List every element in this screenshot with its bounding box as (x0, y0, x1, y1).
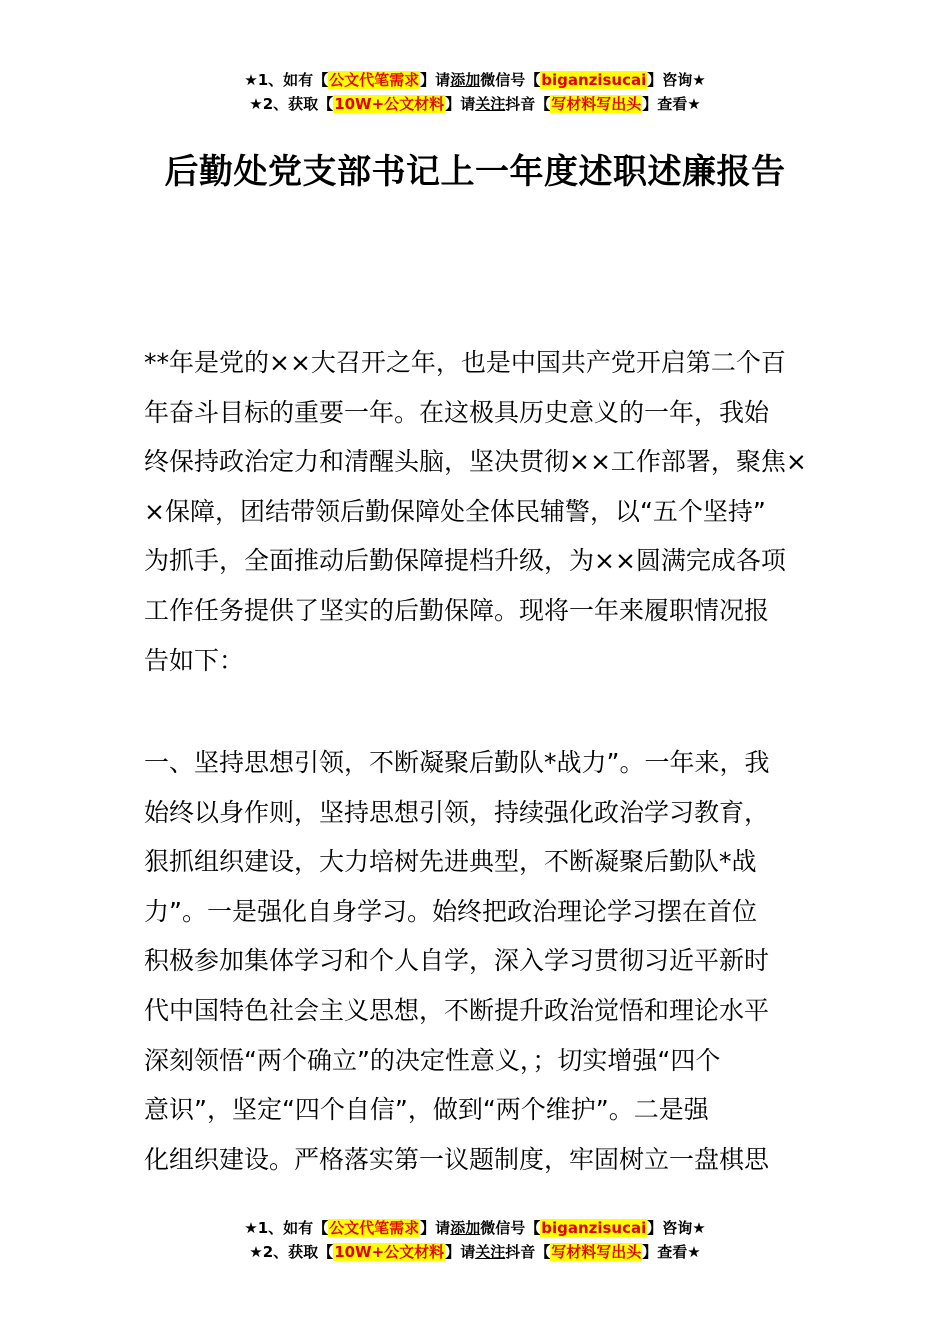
promo-text: 】查看★ (642, 1243, 701, 1261)
promo-douyin-id: 写材料写出头 (551, 1243, 642, 1261)
text-line: 化组织建设。严格落实第一议题制度，牢固树立一盘棋思 (144, 1144, 770, 1174)
document-title: 后勤处党支部书记上一年度述职述廉报告 (164, 152, 786, 192)
promo-line-2 (0, 1240, 950, 1264)
promo-highlight: 10W+公文材料 (334, 1243, 445, 1261)
promo-emphasis: 关注 (475, 95, 506, 113)
paragraph-1 (144, 338, 808, 685)
promo-emphasis: 添加 (450, 1219, 481, 1237)
promo-line-1 (0, 68, 950, 92)
promo-text: ★2、获取【 (249, 1243, 334, 1261)
text-line: 为抓手，全面推动后勤保障提档升级，为××圆满完成各项 (144, 546, 786, 576)
text-line: 告如下： (144, 645, 245, 675)
promo-text: 微信号【 (480, 1219, 541, 1237)
promo-highlight: 公文代笔需求 (329, 71, 420, 89)
text-line: 意识”，坚定“四个自信”，做到“两个维护”。二是强 (144, 1095, 709, 1125)
text-line: 工作任务提供了坚实的后勤保障。现将一年来履职情况报 (144, 595, 770, 625)
promo-line-1 (0, 1216, 950, 1240)
text-line: **年是党的××大召开之年，也是中国共产党开启第二个百 (144, 348, 786, 377)
promo-text: 】请 (420, 1219, 451, 1237)
promo-text: ★1、如有【 (244, 71, 329, 89)
promo-text: 】请 (445, 95, 476, 113)
text-line: ×保障，团结带领后勤保障处全体民辅警，以“五个坚持” (144, 496, 766, 526)
promo-text: 抖音【 (505, 1243, 551, 1261)
text-line: 狠抓组织建设，大力培树先进典型，不断凝聚后勤队*战 (144, 847, 757, 877)
text-line: 代中国特色社会主义思想，不断提升政治觉悟和理论水平 (144, 995, 770, 1025)
header-promo-banner (0, 68, 950, 116)
promo-text: ★2、获取【 (249, 95, 334, 113)
footer-promo-banner (0, 1216, 950, 1264)
promo-wechat-id: biganzisucai (541, 71, 647, 89)
promo-text: ★1、如有【 (244, 1219, 329, 1237)
promo-text: 】咨询★ (647, 1219, 706, 1237)
promo-wechat-id: biganzisucai (541, 1219, 647, 1237)
text-line: 始终以身作则，坚持思想引领，持续强化政治学习教育， (144, 797, 770, 827)
promo-highlight: 公文代笔需求 (329, 1219, 420, 1237)
promo-text: 抖音【 (505, 95, 551, 113)
promo-text: 】请 (420, 71, 451, 89)
promo-text: 】请 (445, 1243, 476, 1261)
promo-text: 】咨询★ (647, 71, 706, 89)
promo-text: 】查看★ (642, 95, 701, 113)
promo-douyin-id: 写材料写出头 (551, 95, 642, 113)
text-line: 一、坚持思想引领，不断凝聚后勤队*战力”。一年来，我 (144, 748, 770, 777)
promo-emphasis: 添加 (450, 71, 481, 89)
promo-highlight: 10W+公文材料 (334, 95, 445, 113)
text-line: 终保持政治定力和清醒头脑，坚决贯彻××工作部署，聚焦× (144, 447, 807, 477)
promo-emphasis: 关注 (475, 1243, 506, 1261)
text-line: 力”。一是强化自身学习。始终把政治理论学习摆在首位 (144, 896, 757, 926)
text-line: 积极参加集体学习和个人自学，深入学习贯彻习近平新时 (144, 946, 770, 976)
promo-text: 微信号【 (480, 71, 541, 89)
promo-line-2 (0, 92, 950, 116)
paragraph-2 (144, 738, 808, 1184)
text-line: 年奋斗目标的重要一年。在这极具历史意义的一年，我始 (144, 397, 770, 427)
text-line: 深刻领悟“两个确立”的决定性意义，；切实增强“四个 (144, 1045, 721, 1075)
